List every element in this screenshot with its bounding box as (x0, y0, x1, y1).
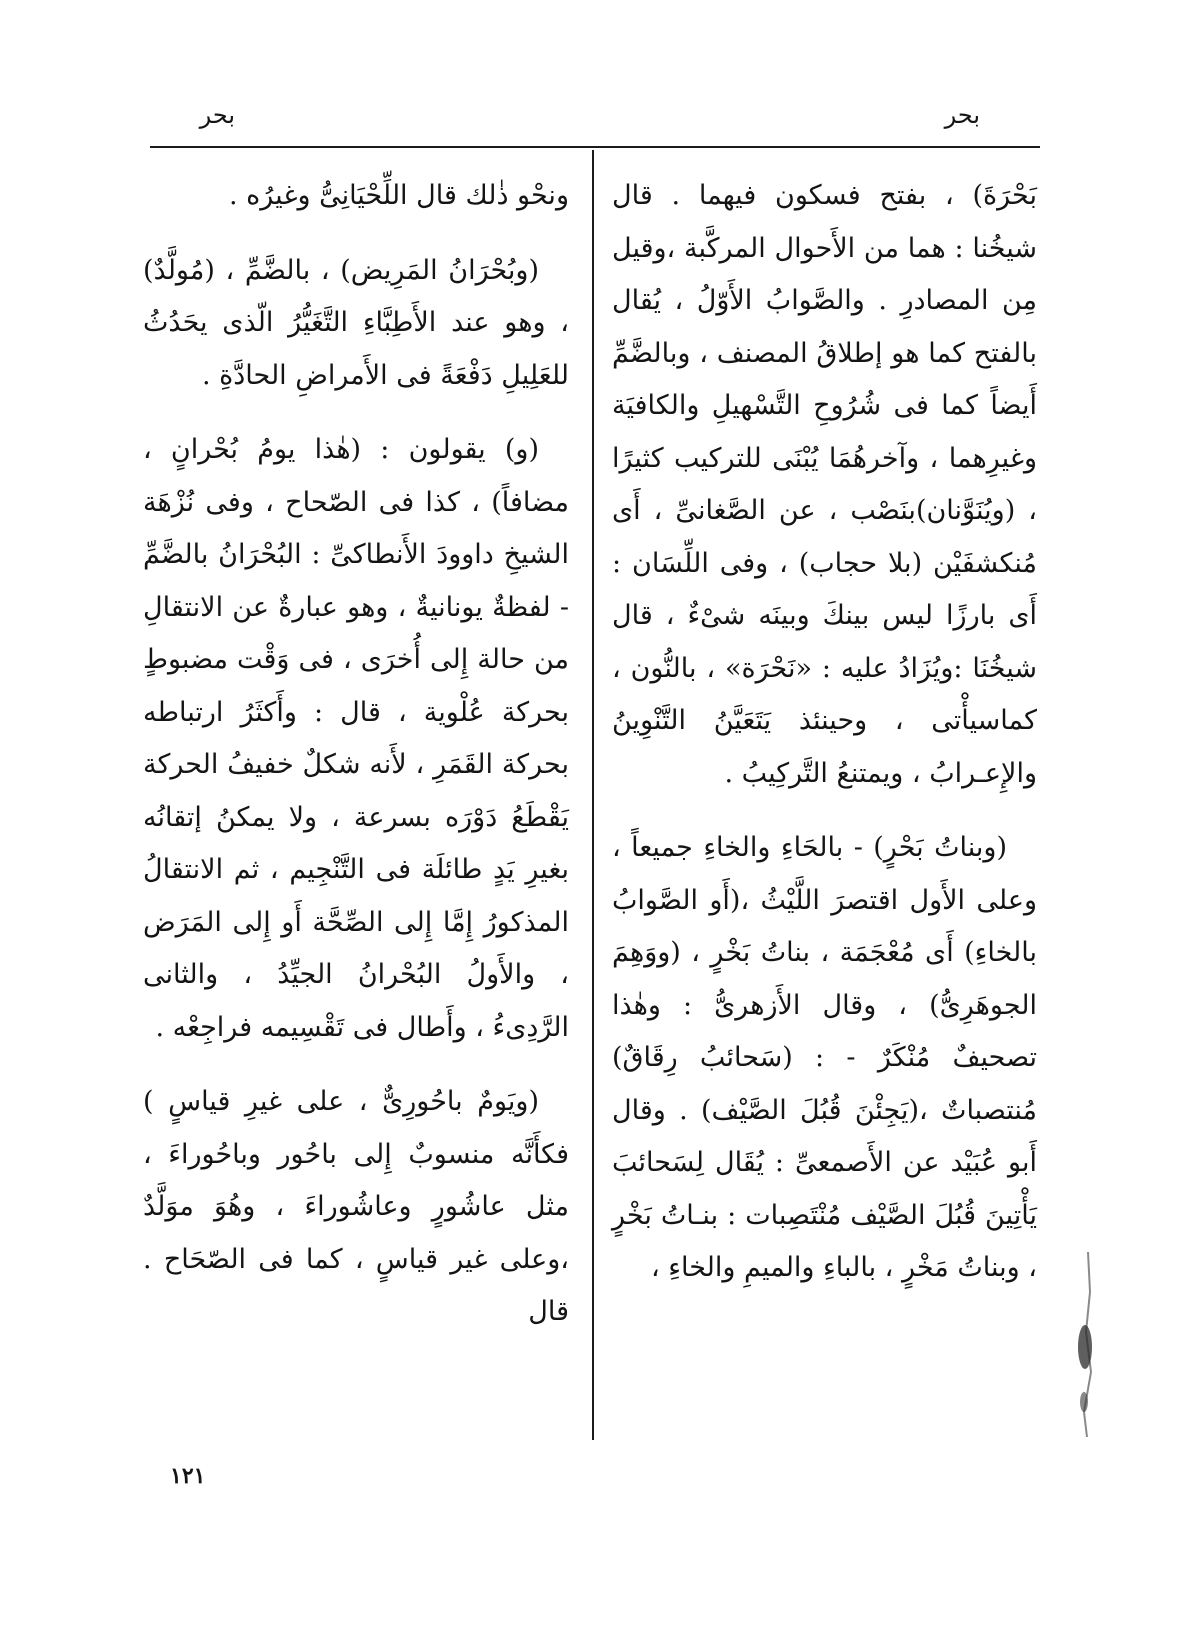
paragraph: بَحْرَةَ) ، بفتح فسكون فيهما . قال شيخُنا : هما من الأَحوال المركَّبة ،وقيل مِن المصادرِ . والصَّوابُ الأَوّلُ ، يُقال بالفتح كما هو إطلاقُ المصنف ، وبالضَّمِّ أَيضاً كما فى شُرُوحِ التَّسْهيلِ والكافيَة وغيرِهما ، وآخرهُمَا يُبْنَى للتركيب كثيرًا ، (ويُنَوَّنان)بنَصْب ، عن الصَّغانىِّ ، أَى مُنكشفَيْن (بلا حجاب) ، وفى اللِّسَان : أَى بارزًا ليس بينكَ وبينَه شىْءٌ ، قال شيخُنَا :ويُزَادُ عليه : «نَحْرَة» ، بالنُّون ، كماسيأْتى ، وحينئذ يَتَعَيَّنُ التَّنْوِينُ والإِعـرابُ ، ويمتنعُ التَّركِيبُ . (612, 180, 1037, 789)
left-column (143, 170, 569, 1339)
paragraph: (وبُحْرَانُ المَرِيض) ، بالضَّمِّ ، (مُولَّدٌ) ، وهو عند الأَطِبَّاءِ التَّغَيُّرُ الّذى يحَدُثُ للعَلِيلِ دَفْعَةً فى الأَمراضِ الحادَّةِ . (143, 254, 569, 391)
column-divider (592, 150, 594, 1440)
paragraph: (و) يقولون : (هٰذا يومُ بُحْرانٍ ، مضافاً) ، كذا فى الصّحاح ، وفى نُزْهَة الشيخِ داوودَ الأَنطاكىِّ : البُحْرَانُ بالضَّمِّ - لفظةٌ يونانيةٌ ، وهو عبارةٌ عن الانتقالِ من حالة إِلى أُخرَى ، فى وَقْت مضبوطٍ بحركة عُلْوية ، قال : وأَكثَرُ ارتباطه بحركة القَمَرِ ، لأَنه شكلٌ خفيفُ الحركة يَقْطَعُ دَوْرَه بسرعة ، ولا يمكنُ إتقانُه بغيرِ يَدٍ طائلَة فى التَّنْجِيم ، ثم الانتقالُ المذكورُ إِمَّا إِلى الصِّحَّة أَو إِلى المَرَض ، والأَولُ البُحْرانُ الجيِّدُ ، والثانى الرَّدِىءُ ، وأَطال فى تَقْسِيمه فراجِعْه . (143, 434, 569, 1043)
paragraph: (وبناتُ بَحْرٍ) - بالحَاءِ والخاءِ جميعاً ، وعلى الأَول اقتصرَ اللَّيْثُ ،(أَو الصَّوابُ بالخاءِ) أَى مُعْجَمَة ، بناتُ بَخْرٍ ، (ووَهِمَ الجوهَرِىُّ) ، وقال الأَزهرىُّ : وهٰذا تصحيفٌ مُنْكَرٌ - : (سَحائبُ رِقَاقٌ) مُنتصباتٌ ،(يَجِئْنَ قُبُلَ الصَّيْف) . وقال أَبو عُبَيْد عن الأَصمعىِّ : يُقَال لِسَحائبَ يَأْتِينَ قُبُلَ الصَّيْف مُنْتَصِبات : بنـاتُ بَخْرٍ ، وبناتُ مَخْرٍ ، بالباءِ والميمِ والخاءِ ، (612, 832, 1037, 1283)
running-head-right: بحر (944, 101, 980, 129)
right-column (612, 170, 1037, 1295)
header-rule (150, 146, 1040, 148)
paragraph: (ويَومٌ باحُورِىٌّ ، على غيرِ قياسٍ ) فكأَنَّه منسوبٌ إِلى باحُور وباحُوراءَ ، مثل عاشُورٍ وعاشُوراءَ ، وهُوَ موَلَّدٌ ،وعلى غير قياسٍ ، كما فى الصّحَاح . قال (143, 1086, 569, 1327)
scan-smudge (1076, 1252, 1094, 1437)
running-head-left: بحر (199, 101, 235, 129)
paragraph: ونحْو ذٰلك قال اللِّحْيَانِىُّ وغيرُه . (228, 180, 569, 211)
page-number: ١٢١ (170, 1463, 206, 1489)
